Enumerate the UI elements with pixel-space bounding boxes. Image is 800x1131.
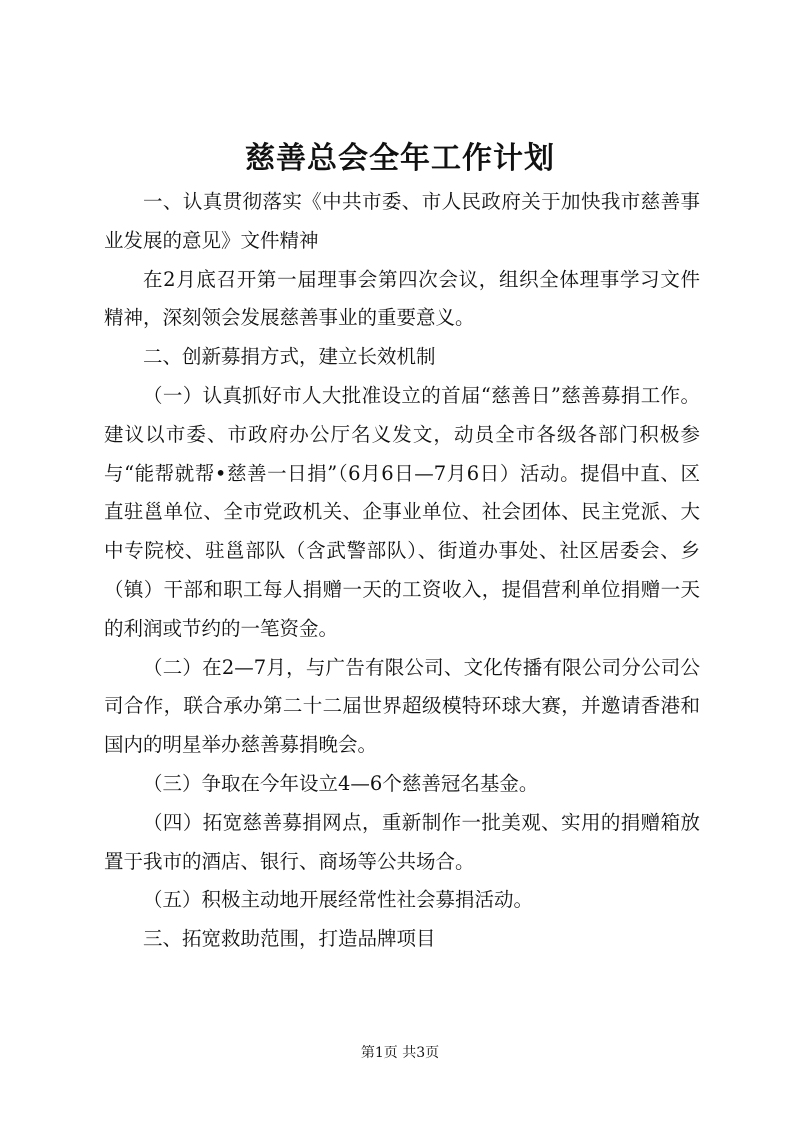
paragraph-3: 二、创新募捐方式，建立长效机制 — [143, 345, 436, 369]
paragraph-7: （四）拓宽慈善募捐网点，重新制作一批美观、实用的捐赠箱放置于我市的酒店、银行、商场等公共场合。 — [104, 810, 700, 873]
paragraph-2: 在2月底召开第一届理事会第四次会议，组织全体理事学习文件精神，深刻领会发展慈善事业的重要意义。 — [104, 267, 700, 330]
paragraph-5: （二）在2—7月，与广告有限公司、文化传播有限公司分公司公司合作，联合承办第二十二届世界超级模特环球大赛，并邀请香港和国内的明星举办慈善募捐晚会。 — [104, 655, 700, 757]
paragraph-8: （五）积极主动地开展经常性社会募捐活动。 — [143, 888, 534, 912]
paragraph-6: （三）争取在今年设立4—6个慈善冠名基金。 — [143, 771, 539, 795]
page-footer: 第1页 共3页 — [360, 1045, 440, 1061]
document-title: 慈善总会全年工作计划 — [245, 141, 555, 176]
paragraph-1: 一、认真贯彻落实《中共市委、市人民政府关于加快我市慈善事业发展的意见》文件精神 — [104, 190, 700, 252]
paragraph-4: （一）认真抓好市人大批准设立的首届“慈善日”慈善募捐工作。建议以市委、市政府办公厅名义发文，动员全市各级各部门积极参与“能帮就帮•慈善一日捐”（6月6日—7月6日）活动。提倡中直、区直驻邕单位、全市党政机关、企事业单位、社会团体、民主党派、大中专院校、驻邕部队（含武警部队）、街道办事处、社区居委会、乡（镇）干部和职工每人捐赠一天的工资收入，提倡营利单位捐赠一天的利润或节约的一笔资金。 — [104, 383, 700, 640]
document-body — [104, 183, 700, 959]
paragraph-9: 三、拓宽救助范围，打造品牌项目 — [143, 927, 436, 951]
